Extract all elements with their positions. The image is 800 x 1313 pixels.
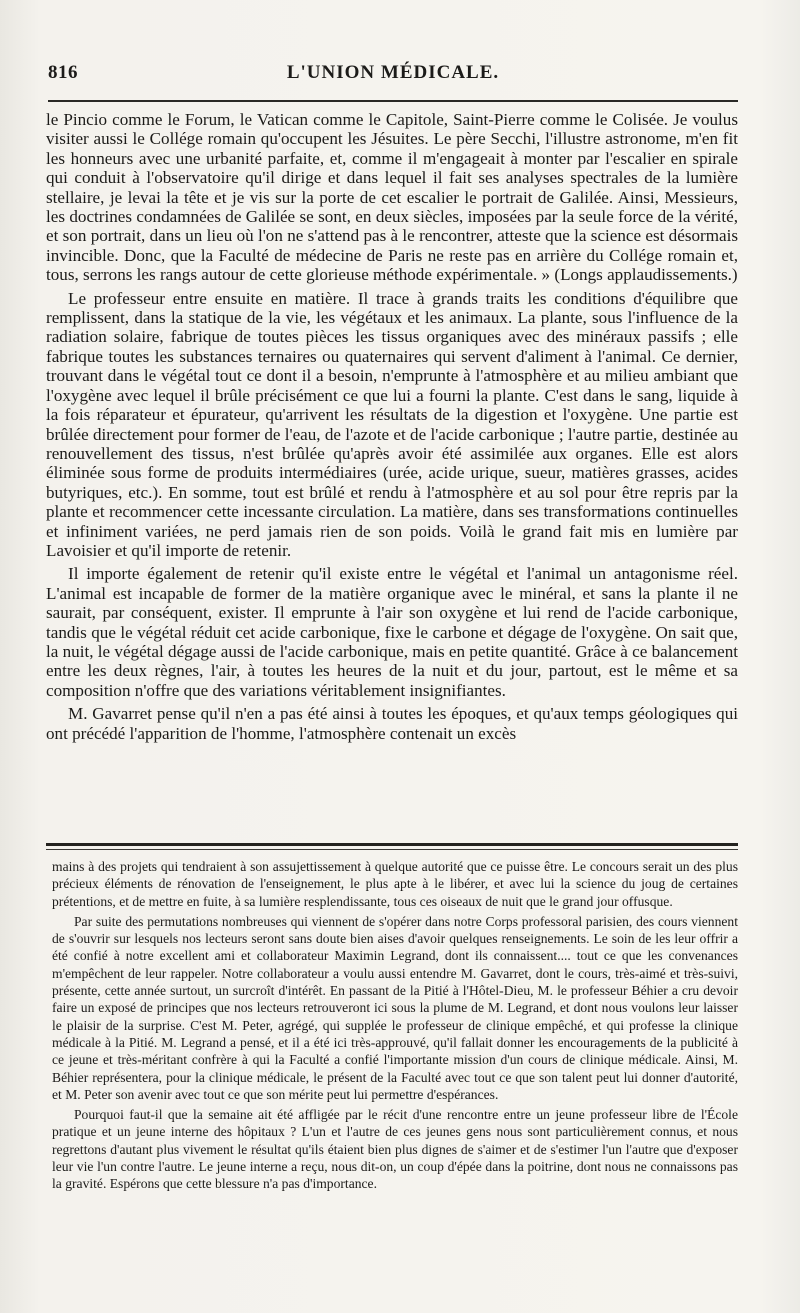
article-paragraph: Le professeur entre ensuite en matière. Il trace à grands traits les conditions d'équilibre que remplissent, dans la statique de la vie, les végétaux et les animaux. La plante, sous l'influence de la radiation solaire, fabrique de toutes pièces les tissus organiques avec des minéraux passifs ; elle fabrique toutes les substances ternaires ou quaternaires qui servent d'aliment à l'animal. Ce dernier, trouvant dans le végétal tout ce dont il a besoin, n'emprunte à l'atmosphère et au milieu ambiant que l'oxygène avec lequel il brûle précisément ce que lui a fourni la plante. C'est dans le sang, liquide à la fois réparateur et épurateur, qu'arrivent les résultats de la digestion et l'oxygène. Une partie est brûlée directement pour former de l'eau, de l'azote et de l'acide carbonique ; l'autre partie, destinée au renouvellement des tissus, n'est brûlée qu'après avoir été assimilée aux organes. Elle est alors éliminée sous forme de produits intermédiaires (urée, acide urique, sueur, matières grasses, acides butyriques, etc.). En somme, tout est brûlé et rendu à l'atmosphère et au sol pour être repris par la plante et recommencer cette incessante circulation. La matière, dans ses transformations continuelles et infiniment variées, ne perd jamais rien de son poids. Voilà le grand fait mis en lumière par Lavoisier et qu'il importe de retenir. bbox=[46, 288, 738, 560]
article-body bbox=[46, 110, 738, 747]
page-header bbox=[48, 62, 738, 92]
feuilleton-divider bbox=[46, 843, 738, 846]
page-number: 816 bbox=[48, 62, 78, 83]
header-rule bbox=[48, 100, 738, 102]
feuilleton-divider-thin bbox=[46, 849, 738, 850]
feuilleton-paragraph: mains à des projets qui tendraient à son assujettissement à quelque autorité que ce puisse être. Le concours serait un des plus précieux éléments de rénovation de l'enseignement, le plus apte à le libérer, et avec lui la science du joug de certaines prétentions, et de mettre en fuite, à sa lumière resplendissante, tous ces oiseaux de nuit que le grand jour offusque. bbox=[52, 859, 738, 909]
feuilleton-paragraph: Pourquoi faut-il que la semaine ait été affligée par le récit d'une rencontre entre un jeune professeur libre de l'École pratique et un jeune interne des hôpitaux ? L'un et l'autre de ces jeunes gens nous sont particulièrement connus, et nous regrettons d'autant plus vivement le résultat qu'ils étaient bien plus dignes de s'aimer et de s'estimer l'un l'autre que d'exposer leur vie l'un contre l'autre. Le jeune interne a reçu, nous dit-on, un coup d'épée dans la poitrine, dont nous ne connaissons pas la gravité. Espérons que cette blessure n'a pas d'importance. bbox=[52, 1107, 738, 1192]
feuilleton-paragraph: Par suite des permutations nombreuses qui viennent de s'opérer dans notre Corps professoral parisien, des cours viennent de s'ouvrir sur lesquels nos lecteurs seront sans doute bien aises d'avoir quelques renseignements. Le soin de les leur offrir a été confié à notre excellent ami et collaborateur Maximin Legrand, dont ils connaissent.... tout ce que les convenances m'empêchent de leur rappeler. Notre collaborateur a voulu aussi entendre M. Gavarret, dont le cours, très-aimé et très-suivi, présente, cette année surtout, un surcroît d'intérêt. En passant de la Pitié à l'Hôtel-Dieu, M. le professeur Béhier a cru devoir faire un exposé de principes que nos lecteurs retrouveront ici sous la plume de M. Legrand, et dont nous voulons leur laisser le plaisir de la surprise. C'est M. Peter, agrégé, qui supplée le professeur de clinique empêché, et qui professe la clinique médicale à la Pitié. M. Legrand a pensé, et il a été ici très-approuvé, qu'il fallait donner les encouragements de la publicité à ce jeune et très-méritant confrère à qui la Faculté a confié l'importante mission d'un cours de clinique médicale. Ainsi, M. Béhier représentera, pour la clinique médicale, le présent de la Faculté avec tout ce que son talent peut lui donner d'autorité, et M. Peter son avenir avec tout ce que son mérite peut lui permettre d'espérances. bbox=[52, 913, 738, 1102]
feuilleton-body bbox=[52, 858, 738, 1196]
article-paragraph: Il importe également de retenir qu'il existe entre le végétal et l'animal un antagonisme réel. L'animal est incapable de former de la matière organique avec le minéral, et sans la plante il ne saurait, par conséquent, exister. Il emprunte à l'air son oxygène et lui rend de l'acide carbonique, tandis que le végétal réduit cet acide carbonique, fixe le carbone et dégage de l'oxygène. On sait que, la nuit, le végétal dégage aussi de l'acide carbonique, mais en petite quantité. Grâce à ce balancement entre les deux règnes, l'air, à toutes les heures de la nuit et du jour, partout, est le même et sa composition n'offre que des variations véritablement insignifiantes. bbox=[46, 564, 738, 700]
article-paragraph: M. Gavarret pense qu'il n'en a pas été ainsi à toutes les époques, et qu'aux temps géologiques qui ont précédé l'apparition de l'homme, l'atmosphère contenait un excès bbox=[46, 704, 738, 743]
article-paragraph: le Pincio comme le Forum, le Vatican comme le Capitole, Saint-Pierre comme le Colisée. Je voulus visiter aussi le Collége romain qu'occupent les Jésuites. Le père Secchi, l'illustre astronome, m'en fit les honneurs avec une urbanité parfaite, et, comme il m'engageait à monter par l'escalier en spirale qui conduit à l'observatoire qu'il dirige et dans lequel il fait ses analyses spectrales de la lumière stellaire, je levai la tête et je vis sur la porte de cet escalier le portrait de Galilée. Ainsi, Messieurs, les doctrines condamnées de Galilée se sont, en deux siècles, imposées par la seule force de la vérité, et son portrait, dans un lieu où l'on ne s'attend pas à le rencontrer, atteste que la science est désormais invincible. Donc, que la Faculté de médecine de Paris ne reste pas en arrière du Collége romain et, tous, serrons les rangs autour de cette glorieuse méthode expérimentale. » (Longs applaudissements.) bbox=[46, 110, 738, 285]
running-title: L'UNION MÉDICALE. bbox=[286, 62, 500, 83]
